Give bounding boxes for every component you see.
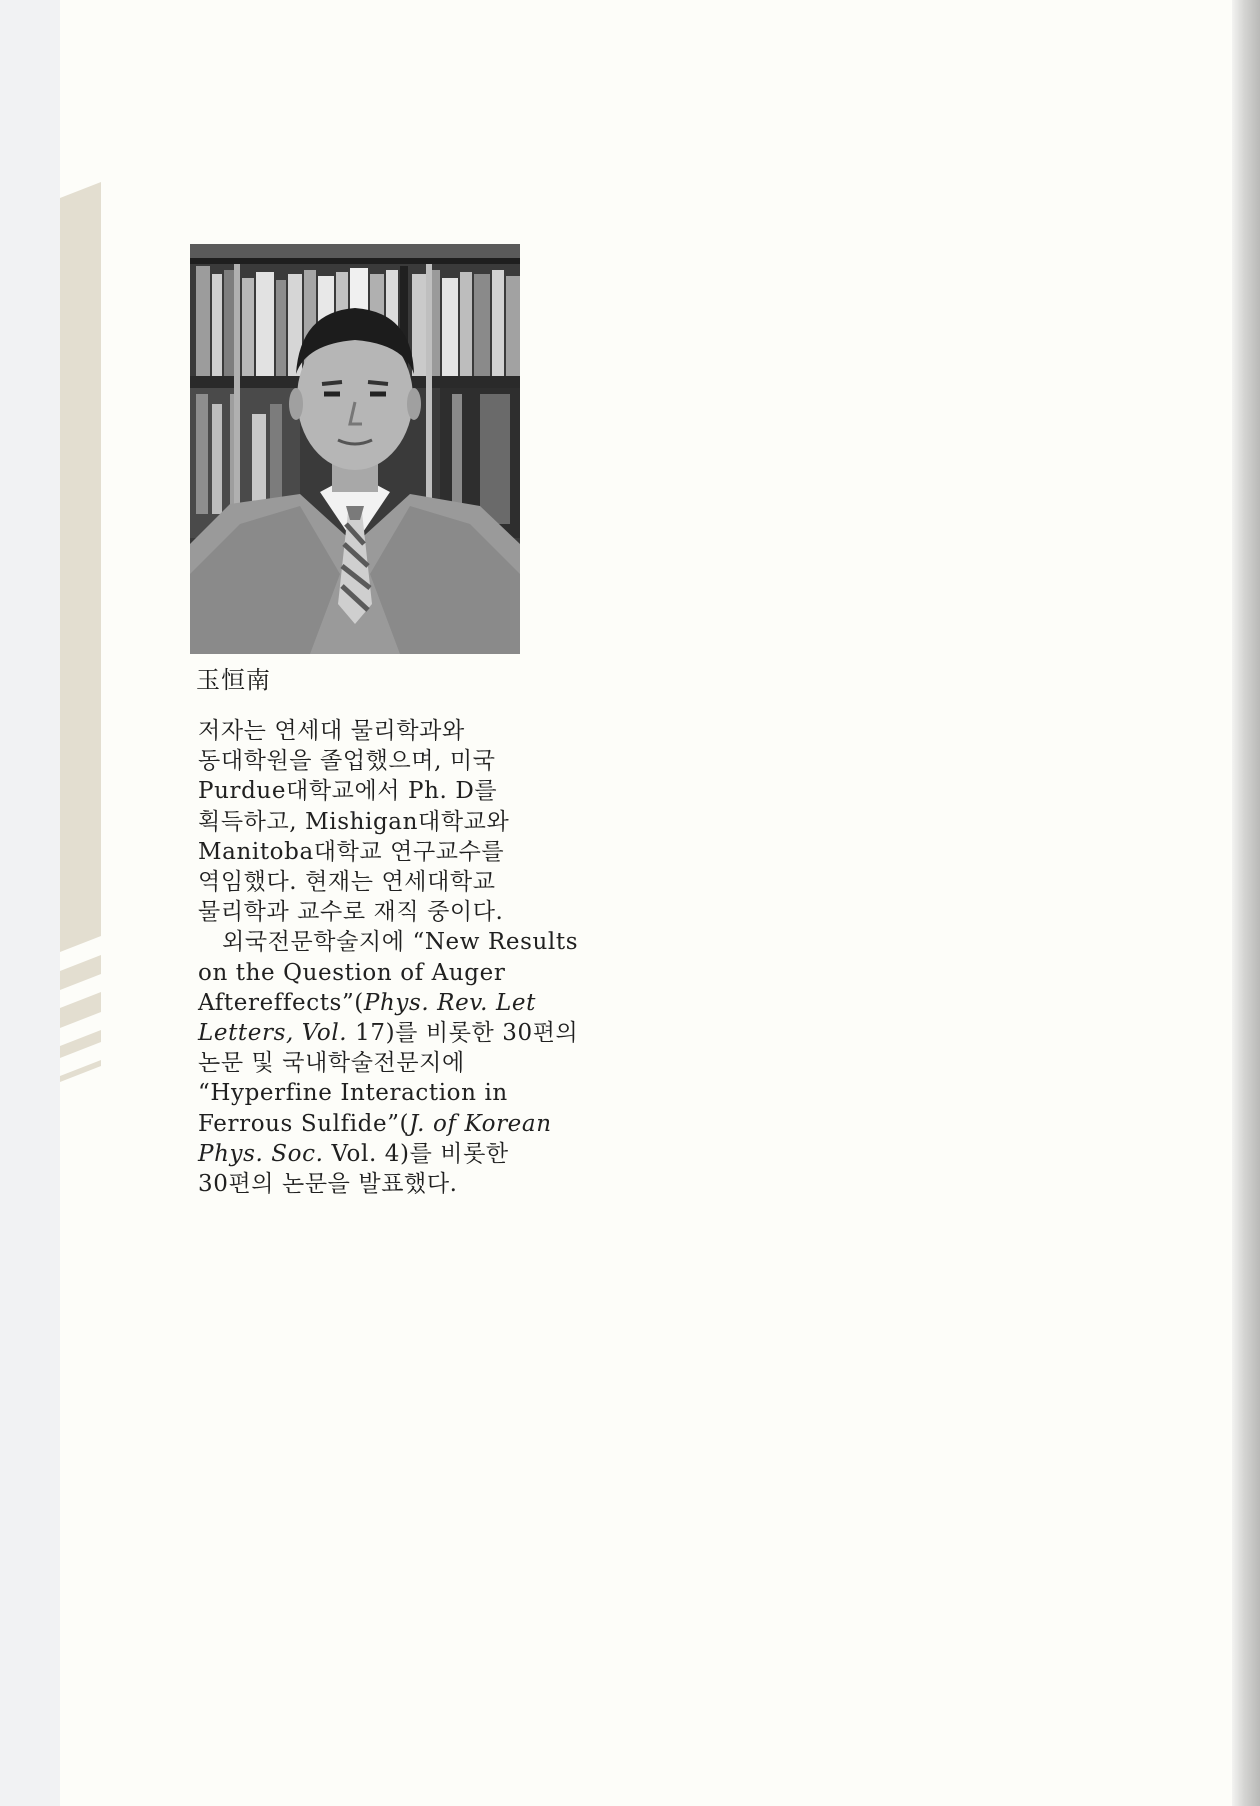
- page-edge-shadow: [1232, 0, 1260, 1806]
- bio-line: 획득하고, Mishigan대학교와: [198, 808, 510, 835]
- journal-citation: Phys. Rev. Let: [363, 989, 536, 1016]
- bio-line: 30편의 논문을 발표했다.: [198, 1171, 458, 1198]
- decorative-stripes: [0, 0, 110, 1806]
- journal-citation: Letters, Vol.: [198, 1020, 348, 1047]
- bio-line: 논문 및 국내학술전문지에: [198, 1050, 465, 1077]
- bio-line: [198, 1139, 598, 1169]
- bio-line: [198, 1109, 598, 1139]
- bio-line: 외국전문학술지에 “New Results: [222, 929, 579, 956]
- bio-text: Aftereffects”(: [198, 989, 364, 1016]
- bio-line: [198, 1018, 598, 1048]
- bio-line: 역임했다. 현재는 연세대학교: [198, 869, 496, 896]
- author-biography: [198, 716, 598, 1199]
- author-portrait-photo: [190, 244, 520, 654]
- journal-citation: Phys. Soc.: [198, 1140, 324, 1167]
- bio-line: 물리학과 교수로 재직 중이다.: [198, 899, 504, 926]
- journal-citation: J. of Korean: [409, 1110, 552, 1137]
- bio-text: Ferrous Sulfide”(: [198, 1110, 410, 1137]
- bio-line: Purdue대학교에서 Ph. D를: [198, 778, 498, 805]
- author-name-caption: 玉恒南: [196, 666, 271, 694]
- bio-line: on the Question of Auger: [198, 959, 506, 986]
- bio-line: Manitoba대학교 연구교수를: [198, 838, 505, 865]
- bio-line: 저자는 연세대 물리학과와: [198, 718, 465, 744]
- bio-text: Vol. 4)를 비롯한: [331, 1140, 509, 1167]
- bio-line: [198, 988, 598, 1018]
- bio-line: 동대학원을 졸업했으며, 미국: [198, 748, 496, 775]
- bio-line: “Hyperfine Interaction in: [198, 1080, 508, 1107]
- bio-text: 17)를 비롯한 30편의: [355, 1020, 579, 1047]
